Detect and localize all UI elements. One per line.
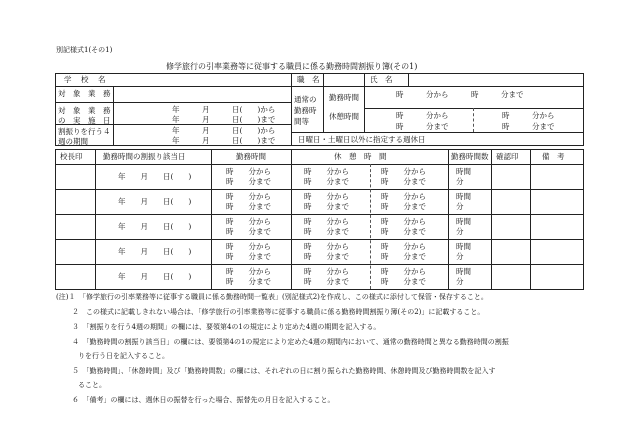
lower-rest-divider [370,164,371,289]
row-minutes: 分 [456,177,464,186]
lower-top-border [55,149,584,150]
header-target-day: 勤務時間の割振り該当日 [103,152,186,161]
row-date: 年 月 日( ) [118,197,192,206]
lower-col-6 [530,149,531,289]
row-rest1-from: 時 分から [304,267,349,276]
row-rest1-to: 時 分まで [304,227,349,236]
note-2: ２ この様式に記載しきれない場合は、「修学旅行の引率業務等に従事する職員に係る勤務時間割振り簿(その2)」に記載すること。 [72,308,485,316]
note-1: (注)１ 「修学旅行の引率業務等に従事する職員に係る勤務時間一覧表」(別記様式2)を作成し、この様式に添付して保管・保存すること。 [56,293,488,301]
form-label: 別記様式1(その1) [56,46,113,54]
row-date: 年 月 日( ) [118,272,192,281]
row-time-from: 時 分から [226,167,271,176]
upper-col-name-l [364,73,365,86]
row-rest1-from: 時 分から [304,192,349,201]
work-time-value: 時 分から 時 分まで [396,90,524,99]
upper-col-2 [291,73,292,145]
row-time-from: 時 分から [226,192,271,201]
note-6: ６ 「備考」の欄には、週休日の振替を行った場合、振替先の月日を記入すること。 [72,396,335,404]
note-5-cont: ること。 [78,381,106,389]
row-rest2-to: 時 分まで [381,252,426,261]
row-rest1-from: 時 分から [304,167,349,176]
row-date: 年 月 日( ) [118,172,192,181]
row-rest2-to: 時 分まで [381,227,426,236]
row-hours: 時間 [456,192,471,201]
rest-time-to-2: 時 分まで [502,122,555,131]
name-label: 氏 名 [370,75,393,84]
lower-row-line-1 [55,189,584,190]
row-hours: 時間 [456,217,471,226]
note-5: ５ 「勤務時間」、「休憩時間」及び「勤務時間数」の欄には、それぞれの日に割り振られた勤務時間、休憩時間及び勤務時間数を記入す [72,367,496,375]
note-4: ４ 「勤務時間の割振り該当日」の欄には、要領第4の1の規定により定めた4週の期間内において、通常の勤務時間と異なる勤務時間の割振 [72,338,509,346]
row-rest1-to: 時 分まで [304,177,349,186]
row-time-from: 時 分から [226,217,271,226]
lower-row-line-2 [55,214,584,215]
date-row1-label: 対 象 業 務の 実 施 日 [58,106,111,125]
row-rest2-from: 時 分から [381,217,426,226]
row-rest1-to: 時 分まで [304,252,349,261]
lower-col-2 [211,149,212,289]
school-name-label: 学 校 名 [64,75,107,84]
header-rest-time: 休 憩 時 間 [334,152,387,161]
row-rest2-from: 時 分から [381,192,426,201]
row-time-from: 時 分から [226,267,271,276]
job-label: 職 名 [297,75,320,84]
row-time-to: 時 分まで [226,177,271,186]
row-rest1-from: 時 分から [304,242,349,251]
normal-hours-label: 通常の勤務時間等 [294,95,317,126]
row-minutes: 分 [456,252,464,261]
header-principal-seal: 校長印 [60,152,83,161]
row-time-to: 時 分まで [226,202,271,211]
upper-right-border [583,73,584,145]
upper-bottom-border [55,145,584,146]
rest-time-to: 時 分まで [396,122,449,131]
row-rest2-from: 時 分から [381,242,426,251]
upper-top-border [55,73,584,74]
rest-time-from: 時 分から [396,111,449,120]
upper-col-work-label [364,86,365,132]
lower-col-4 [448,149,449,289]
upper-col-1 [113,86,114,145]
lower-col-1 [95,149,96,289]
upper-line-1 [55,86,584,87]
row-minutes: 分 [456,277,464,286]
holiday-label: 日曜日・土曜日以外に指定する週休日 [298,135,426,144]
row-date: 年 月 日( ) [118,247,192,256]
lower-header-line [55,164,584,165]
lower-col-5 [491,149,492,289]
upper-col-job [323,73,324,86]
row-rest1-from: 時 分から [304,217,349,226]
row-time-to: 時 分まで [226,227,271,236]
row-rest2-from: 時 分から [381,167,426,176]
lower-row-line-3 [55,239,584,240]
row-hours: 時間 [456,242,471,251]
upper-line-work-rest [364,108,584,109]
upper-col-name-r [408,73,409,86]
row-minutes: 分 [456,227,464,236]
row-hours: 時間 [456,167,471,176]
header-remarks: 備 考 [542,152,565,161]
header-confirm-seal: 確認印 [496,152,519,161]
date-row2-to: 年 月 日( )まで [172,136,276,145]
lower-right-border [583,149,584,289]
row-time-from: 時 分から [226,242,271,251]
date-row1-from: 年 月 日( )から [172,105,276,114]
row-rest2-to: 時 分まで [381,202,426,211]
row-rest2-to: 時 分まで [381,277,426,286]
row-minutes: 分 [456,202,464,211]
date-row2-from: 年 月 日( )から [172,126,276,135]
upper-col-normal [323,86,324,132]
row-rest2-from: 時 分から [381,267,426,276]
lower-bottom-border [55,289,584,290]
row-time-to: 時 分まで [226,252,271,261]
header-work-hours-count: 勤務時間数 [451,152,489,161]
header-work-hours: 勤務時間 [236,152,266,161]
rest-time-from-2: 時 分から [502,111,555,120]
date-row2-label: 割振りを行う４週の期間 [58,127,111,146]
work-hours-label: 勤務時間 [329,93,359,102]
row-rest1-to: 時 分まで [304,202,349,211]
lower-row-line-4 [55,264,584,265]
upper-line-2 [55,102,291,103]
form-title: 修学旅行の引率業務等に従事する職員に係る勤務時間割振り簿(その1) [166,62,418,71]
rest-hours-label: 休憩時間 [329,112,359,121]
upper-line-holiday [291,132,584,133]
row-date: 年 月 日( ) [118,222,192,231]
row-time-to: 時 分まで [226,277,271,286]
lower-col-3 [291,149,292,289]
note-3: ３ 「割振りを行う4週の期間」の欄には、要領第4の1の規定により定めた4週の期間を記入する。 [72,323,381,331]
note-4-cont: りを行う日を記入すること。 [78,352,169,360]
row-rest2-to: 時 分まで [381,177,426,186]
row-rest1-to: 時 分まで [304,277,349,286]
upper-left-border [55,73,56,145]
date-row1-to: 年 月 日( )まで [172,115,276,124]
row-hours: 時間 [456,267,471,276]
target-duty-label: 対 象 業 務 [58,89,111,98]
lower-left-border [55,149,56,289]
upper-rest-divider [473,108,474,132]
